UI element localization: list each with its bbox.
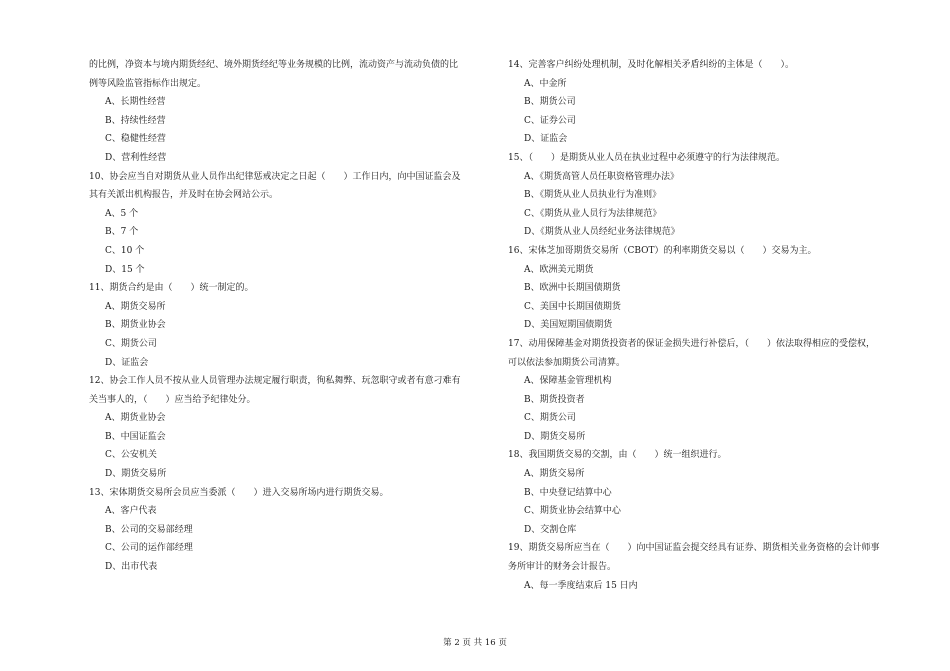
question-16: 16、宋体芝加哥期货交易所（CBOT）的利率期货交易以（ ）交易为主。: [508, 245, 817, 256]
question-13-option-c: C、公司的运作部经理: [105, 543, 193, 554]
question-19-option-a: A、每一季度结束后 15 日内: [524, 580, 638, 591]
question-14-option-a: A、中金所: [524, 78, 567, 89]
question-13: 13、宋体期货交易所会员应当委派（ ）进入交易所场内进行期货交易。: [89, 487, 389, 498]
question-10-line-2: 其有关派出机构报告，并及时在协会网站公示。: [89, 190, 279, 201]
question-11: 11、期货合约是由（ ）统一制定的。: [89, 283, 254, 294]
question-14-option-d: D、证监会: [524, 134, 568, 145]
question-11-option-d: D、证监会: [105, 357, 149, 368]
question-9-continuation-line-2: 例等风险监管指标作出规定。: [89, 78, 207, 89]
question-17-option-c: C、期货公司: [524, 413, 576, 424]
question-14-option-b: B、期货公司: [524, 97, 576, 108]
question-18-option-c: C、期货业协会结算中心: [524, 506, 621, 517]
question-17-option-a: A、保障基金管理机构: [524, 376, 612, 387]
question-9-option-c: C、稳健性经营: [105, 134, 166, 145]
question-17-line-2: 可以依法参加期货公司清算。: [508, 357, 626, 368]
question-15-option-b: B、《期货从业人员执业行为准则》: [524, 190, 662, 201]
question-16-option-d: D、美国短期国债期货: [524, 320, 613, 331]
right-column: [508, 56, 906, 595]
question-12-option-a: A、期货业协会: [105, 413, 166, 424]
question-11-option-c: C、期货公司: [105, 338, 157, 349]
question-16-option-a: A、欧洲美元期货: [524, 264, 594, 275]
question-12-line-2: 关当事人的，（ ）应当给予纪律处分。: [89, 394, 256, 405]
page-number-footer: 第 2 页 共 16 页: [443, 638, 507, 648]
question-18-option-a: A、期货交易所: [524, 469, 585, 480]
question-11-option-a: A、期货交易所: [105, 301, 166, 312]
question-10-option-a: A、5 个: [105, 208, 139, 219]
question-15-option-a: A、《期货高管人员任职资格管理办法》: [524, 171, 680, 182]
question-12-option-c: C、公安机关: [105, 450, 157, 461]
question-13-option-b: B、公司的交易部经理: [105, 524, 193, 535]
question-16-option-c: C、美国中长期国债期货: [524, 301, 621, 312]
question-14-option-c: C、证券公司: [524, 115, 576, 126]
question-19-line-2: 务所审计的财务会计报告。: [508, 562, 617, 573]
question-10-option-c: C、10 个: [105, 245, 145, 256]
question-13-option-a: A、客户代表: [105, 506, 157, 517]
question-17-option-b: B、期货投资者: [524, 394, 585, 405]
question-13-option-d: D、出市代表: [105, 562, 158, 573]
question-11-option-b: B、期货业协会: [105, 320, 166, 331]
question-15: 15、（ ）是期货从业人员在执业过程中必须遵守的行为法律规范。: [508, 152, 785, 163]
left-column: [89, 56, 487, 577]
question-15-option-c: C、《期货从业人员行为法律规范》: [524, 208, 662, 219]
question-10-option-b: B、7 个: [105, 227, 139, 238]
question-18: 18、我国期货交易的交割，由（ ）统一组织进行。: [508, 450, 727, 461]
question-9-option-a: A、长期性经营: [105, 97, 166, 108]
question-14: 14、完善客户纠纷处理机制，及时化解相关矛盾纠纷的主体是（ ）。: [508, 60, 794, 70]
question-15-option-d: D、《期货从业人员经纪业务法律规范》: [524, 227, 680, 238]
question-12-line-1: 12、协会工作人员不按从业人员管理办法规定履行职责，徇私舞弊、玩忽职守或者有意刁难有: [89, 376, 461, 387]
question-10-option-d: D、15 个: [105, 264, 145, 275]
question-18-option-b: B、中央登记结算中心: [524, 487, 612, 498]
question-16-option-b: B、欧洲中长期国债期货: [524, 283, 621, 294]
question-18-option-d: D、交割仓库: [524, 524, 577, 535]
question-17-line-1: 17、动用保障基金对期货投资者的保证金损失进行补偿后，（ ）依法取得相应的受偿权，: [508, 338, 875, 349]
question-17-option-d: D、期货交易所: [524, 431, 586, 442]
question-9-option-b: B、持续性经营: [105, 115, 166, 126]
question-19-line-1: 19、期货交易所应当在（ ）向中国证监会提交经具有证券、期货相关业务资格的会计师事: [508, 543, 880, 554]
question-9-option-d: D、营利性经营: [105, 152, 167, 163]
question-9-continuation-line-1: 的比例，净资本与境内期货经纪、境外期货经纪等业务规模的比例，流动资产与流动负债的比: [89, 60, 459, 70]
question-10-line-1: 10、协会应当自对期货从业人员作出纪律惩戒决定之日起（ ）工作日内，向中国证监会及: [89, 171, 461, 182]
question-12-option-b: B、中国证监会: [105, 431, 166, 442]
question-12-option-d: D、期货交易所: [105, 469, 167, 480]
